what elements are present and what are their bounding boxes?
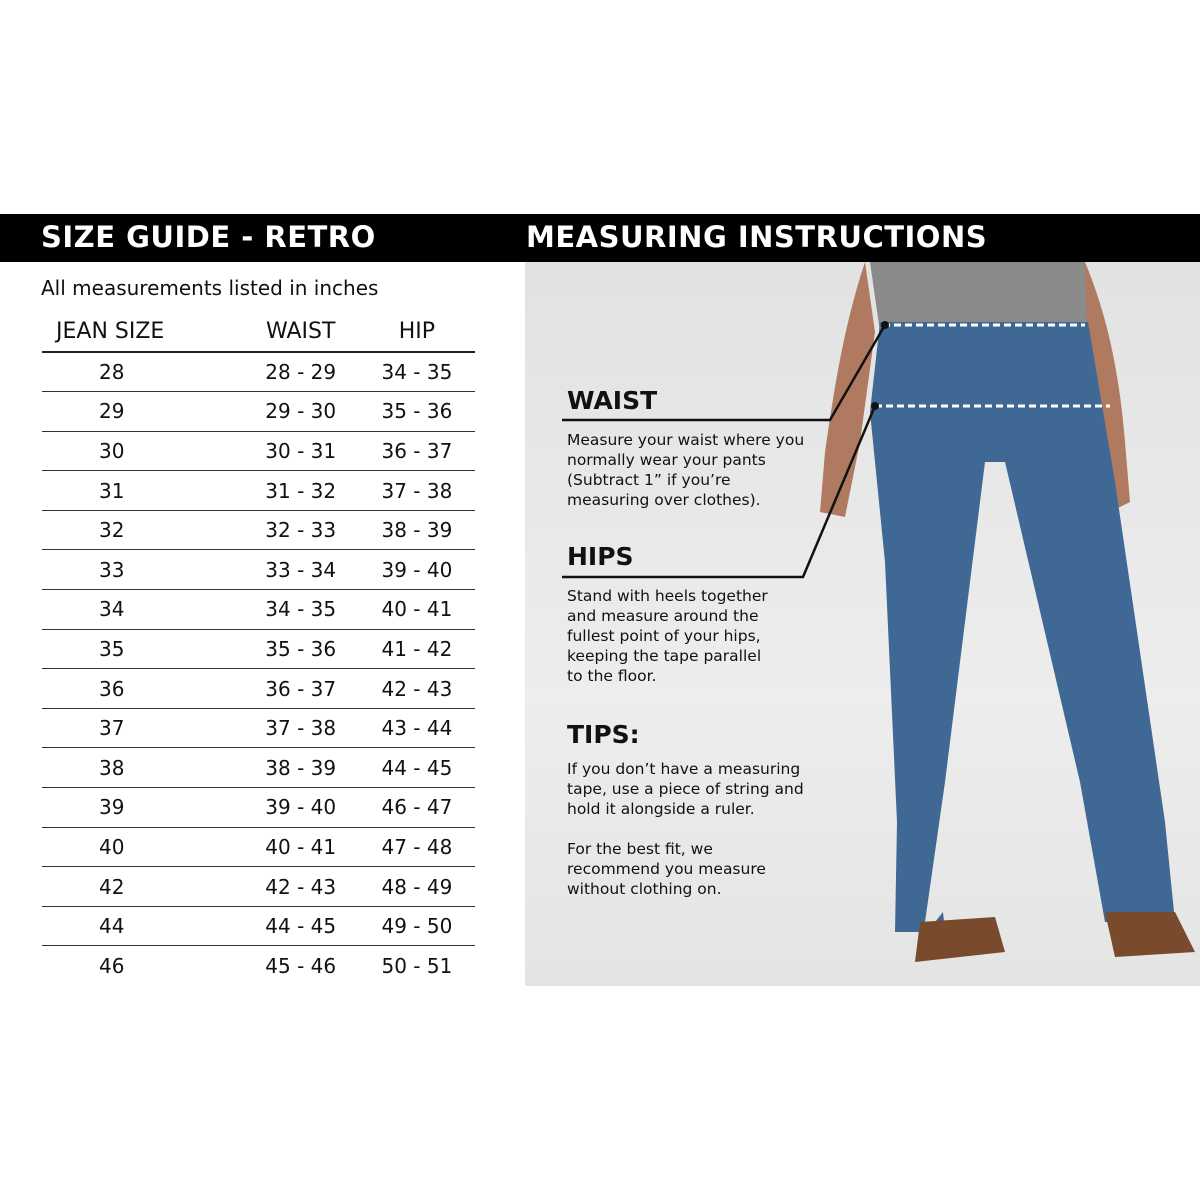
waist-cell: 45 - 46 — [265, 953, 337, 978]
right-boot — [1105, 912, 1195, 957]
jean-size-cell: 34 — [42, 590, 243, 630]
jean-size-cell: 32 — [42, 510, 243, 550]
hip-cell: 42 - 43 — [359, 669, 475, 709]
hip-cell: 47 - 48 — [359, 827, 475, 867]
waist-cell: 39 - 40 — [243, 788, 359, 828]
measuring-panel — [525, 262, 1200, 986]
jean-size-cell: 38 — [42, 748, 243, 788]
table-row — [42, 669, 475, 709]
tips-text-1: If you don’t have a measuring tape, use a piece of string and hold it alongside a ruler. — [567, 760, 804, 818]
jeans — [870, 322, 1175, 932]
hip-cell: 41 - 42 — [359, 629, 475, 669]
waist-cell: 29 - 30 — [243, 392, 359, 432]
jean-size-cell: 30 — [42, 431, 243, 471]
waist-cell: 38 - 39 — [243, 748, 359, 788]
waist-heading: WAIST — [567, 386, 658, 415]
jean-size-cell: 39 — [42, 788, 243, 828]
hip-cell: 43 - 44 — [359, 708, 475, 748]
waist-cell: 35 - 36 — [243, 629, 359, 669]
jean-size-cell: 35 — [42, 629, 243, 669]
tips-text-2: For the best fit, we recommend you measure without clothing on. — [567, 840, 766, 898]
waist-text: Measure your waist where you normally wear your pants (Subtract 1” if you’re measuring over clothes). — [567, 431, 805, 509]
table-row — [42, 906, 475, 946]
header-bar — [0, 214, 1200, 262]
jean-size-cell: 46 — [99, 953, 125, 978]
shirt — [870, 262, 1090, 332]
jean-size-cell: 36 — [42, 669, 243, 709]
table-row — [42, 392, 475, 432]
jean-size-cell: 40 — [42, 827, 243, 867]
waist-cell: 37 - 38 — [243, 708, 359, 748]
jean-size-cell: 29 — [42, 392, 243, 432]
table-row — [42, 827, 475, 867]
waist-cell: 36 - 37 — [243, 669, 359, 709]
table-row — [42, 788, 475, 828]
hips-heading: HIPS — [567, 542, 634, 571]
hip-cell: 48 - 49 — [359, 867, 475, 907]
waist-cell: 32 - 33 — [243, 510, 359, 550]
waist-cell: 34 - 35 — [243, 590, 359, 630]
jean-size-cell: 37 — [42, 708, 243, 748]
table-row — [42, 550, 475, 590]
table-row — [42, 946, 475, 986]
table-row — [42, 629, 475, 669]
hip-cell: 44 - 45 — [359, 748, 475, 788]
hip-cell: 50 - 51 — [381, 953, 453, 978]
table-row — [42, 471, 475, 511]
waist-cell: 28 - 29 — [243, 352, 359, 392]
size-table — [42, 312, 475, 986]
hip-cell: 40 - 41 — [359, 590, 475, 630]
table-row — [42, 431, 475, 471]
left-boot — [915, 917, 1005, 962]
table-row — [42, 352, 475, 392]
hip-cell: 49 - 50 — [359, 906, 475, 946]
col-jean-size: JEAN SIZE — [42, 312, 243, 352]
col-hip: HIP — [359, 312, 475, 352]
waist-cell: 42 - 43 — [243, 867, 359, 907]
hip-cell: 34 - 35 — [359, 352, 475, 392]
waist-cell: 33 - 34 — [243, 550, 359, 590]
hip-cell: 35 - 36 — [359, 392, 475, 432]
table-row — [42, 590, 475, 630]
waist-cell: 31 - 32 — [243, 471, 359, 511]
hip-cell: 38 - 39 — [359, 510, 475, 550]
hip-cell: 36 - 37 — [359, 431, 475, 471]
table-row — [42, 867, 475, 907]
jean-size-cell: 33 — [42, 550, 243, 590]
hips-text: Stand with heels together and measure around the fullest point of your hips, keeping the tape parallel to the floor. — [567, 587, 768, 685]
jean-size-cell: 28 — [42, 352, 243, 392]
hip-cell: 37 - 38 — [359, 471, 475, 511]
col-waist: WAIST — [243, 312, 359, 352]
jean-size-cell: 42 — [42, 867, 243, 907]
waist-cell: 30 - 31 — [243, 431, 359, 471]
table-row — [42, 510, 475, 550]
jean-size-cell: 44 — [42, 906, 243, 946]
size-guide-title: SIZE GUIDE - RETRO — [41, 220, 376, 254]
waist-cell: 40 - 41 — [243, 827, 359, 867]
table-row — [42, 708, 475, 748]
waist-cell: 44 - 45 — [243, 906, 359, 946]
table-row — [42, 748, 475, 788]
hip-cell: 39 - 40 — [359, 550, 475, 590]
measuring-title: MEASURING INSTRUCTIONS — [526, 220, 988, 254]
jean-size-cell: 31 — [42, 471, 243, 511]
tips-heading: TIPS: — [567, 720, 640, 749]
units-note: All measurements listed in inches — [41, 276, 379, 300]
hip-cell: 46 - 47 — [359, 788, 475, 828]
